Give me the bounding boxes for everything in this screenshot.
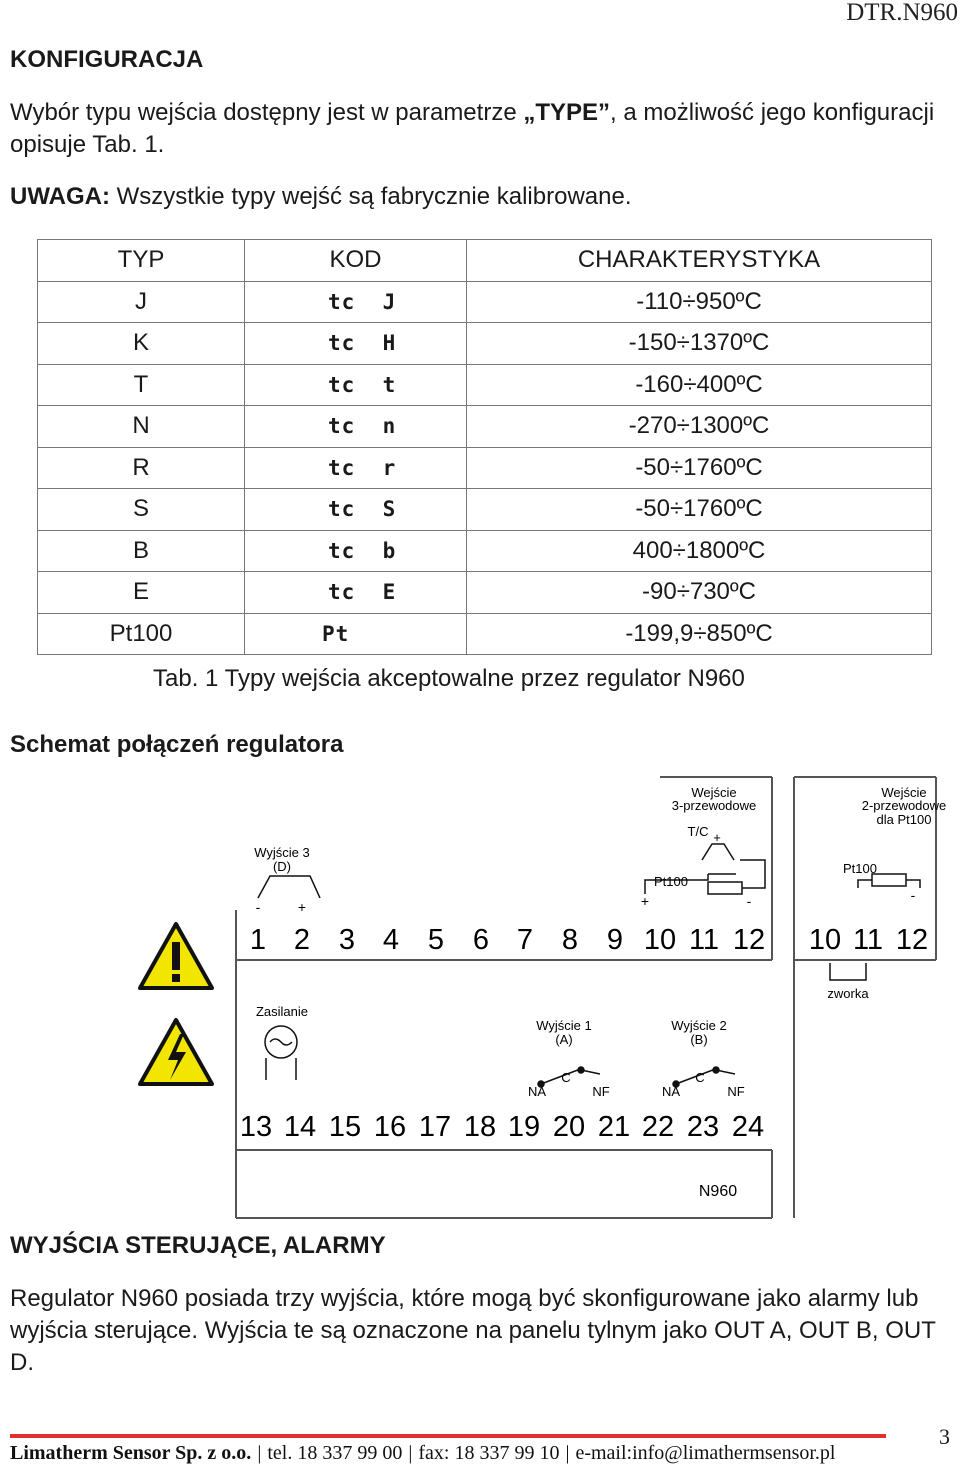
output1-sublabel: (A) xyxy=(555,1032,573,1047)
terminal-10: 10 xyxy=(643,924,677,956)
table-row: J tc J -110÷950ºC xyxy=(38,281,932,323)
page-number: 3 xyxy=(939,1424,950,1449)
table-caption: Tab. 1 Typy wejścia akceptowalne przez regulator N960 xyxy=(153,665,745,692)
terminal-6: 6 xyxy=(472,924,490,956)
terminal-19: 19 xyxy=(507,1111,541,1143)
output2-nf: NF xyxy=(727,1084,745,1099)
terminal-23: 23 xyxy=(686,1111,720,1143)
device-model-label: N960 xyxy=(698,1183,738,1200)
input2-minus: - xyxy=(910,887,916,903)
output3-minus: - xyxy=(255,899,261,915)
tc-plus: + xyxy=(713,830,721,845)
terminal-13: 13 xyxy=(239,1111,273,1143)
output1-label: Wyjście 1 xyxy=(536,1018,592,1033)
output2-label: Wyjście 2 xyxy=(671,1018,727,1033)
terminal-20: 20 xyxy=(552,1111,586,1143)
input2-sublabel2: dla Pt100 xyxy=(876,812,932,827)
intro-paragraph: Wybór typu wejścia dostępny jest w parametrze „TYPE”, a możliwość jego konfiguracji opisuje Tab. 1. xyxy=(10,99,935,158)
table-row: T tc t -160÷400ºC xyxy=(38,364,932,406)
output3-sublabel: (D) xyxy=(272,859,292,874)
table-row: R tc r -50÷1760ºC xyxy=(38,447,932,489)
section-heading-configuration: KONFIGURACJA xyxy=(10,46,204,73)
outputs-paragraph: Regulator N960 posiada trzy wyjścia, które mogą być skonfigurowane jako alarmy lub wyjścia sterujące. Wyjścia te są oznaczone na panelu tylnym jako OUT A, OUT B, OUT D. xyxy=(10,1285,936,1376)
input3-label: Wejście xyxy=(691,785,737,800)
terminal-8: 8 xyxy=(561,924,579,956)
terminal-14: 14 xyxy=(283,1111,317,1143)
footer-contact: Limatherm Sensor Sp. z o.o. | tel. 18 337 99 00 | fax: 18 337 99 10 | e-mail:info@limathermsensor.pl xyxy=(10,1442,836,1464)
segment-code: tc S xyxy=(328,497,397,522)
high-voltage-icon xyxy=(140,1020,212,1084)
segment-code: Pt xyxy=(322,621,350,646)
pt100-3wire-label: Pt100 xyxy=(654,874,688,889)
footer-rule xyxy=(10,1434,886,1438)
input2-sublabel: 2-przewodowe xyxy=(861,798,947,813)
section-heading-outputs: WYJŚCIA STERUJĄCE, ALARMY xyxy=(10,1232,386,1259)
terminal-4: 4 xyxy=(382,924,400,956)
pt100-2wire-label: Pt100 xyxy=(843,861,877,876)
table-row: Pt100 Pt -199,9÷850ºC xyxy=(38,613,932,655)
header-typ: TYP xyxy=(38,240,245,282)
power-supply-label: Zasilanie xyxy=(255,1004,309,1019)
header-characteristic: CHARAKTERYSTYKA xyxy=(467,240,932,282)
aux-terminal-11: 11 xyxy=(852,924,884,956)
segment-code: tc J xyxy=(328,289,397,314)
terminal-17: 17 xyxy=(418,1111,452,1143)
segment-code: tc H xyxy=(328,331,397,356)
table-row: S tc S -50÷1760ºC xyxy=(38,489,932,531)
terminal-2: 2 xyxy=(293,924,311,956)
terminal-21: 21 xyxy=(597,1111,631,1143)
terminal-18: 18 xyxy=(463,1111,497,1143)
wiring-diagram xyxy=(0,770,960,1230)
section-heading-wiring: Schemat połączeń regulatora xyxy=(10,731,344,758)
terminal-15: 15 xyxy=(328,1111,362,1143)
segment-code: tc r xyxy=(328,455,397,480)
thermocouple-label: T/C xyxy=(687,824,709,839)
segment-code: tc b xyxy=(328,538,397,563)
output1-nf: NF xyxy=(592,1084,610,1099)
footer-email[interactable]: e-mail:info@limathermsensor.pl xyxy=(575,1442,836,1464)
segment-code: tc E xyxy=(328,580,397,605)
table-row: N tc n -270÷1300ºC xyxy=(38,406,932,448)
output2-sublabel: (B) xyxy=(690,1032,708,1047)
terminal-3: 3 xyxy=(338,924,356,956)
segment-code: tc t xyxy=(328,372,397,397)
aux-terminal-10: 10 xyxy=(808,924,842,956)
company-name: Limatherm Sensor Sp. z o.o. xyxy=(10,1442,252,1464)
output2-c: C xyxy=(695,1070,705,1085)
document-code: DTR.N960 xyxy=(846,0,958,26)
table-header-row xyxy=(38,240,932,282)
jumper-label: zworka xyxy=(827,986,869,1001)
output2-na: NA xyxy=(661,1084,681,1099)
terminal-11: 11 xyxy=(688,924,720,956)
warning-triangle-icon xyxy=(140,924,212,988)
table-row: B tc b 400÷1800ºC xyxy=(38,530,932,572)
terminal-22: 22 xyxy=(641,1111,675,1143)
terminal-16: 16 xyxy=(373,1111,407,1143)
input3-plus: + xyxy=(640,893,650,909)
input3-minus: - xyxy=(746,893,752,909)
input3-sublabel: 3-przewodowe xyxy=(671,798,757,813)
table-row: K tc H -150÷1370ºC xyxy=(38,323,932,365)
warning-note: UWAGA: Wszystkie typy wejść są fabrycznie kalibrowane. xyxy=(10,183,632,210)
input-types-table xyxy=(37,239,932,655)
output3-plus: + xyxy=(297,899,307,915)
output1-c: C xyxy=(561,1070,571,1085)
terminal-12: 12 xyxy=(732,924,766,956)
footer-fax: fax: 18 337 99 10 xyxy=(418,1442,560,1464)
output1-na: NA xyxy=(527,1084,547,1099)
segment-code: tc n xyxy=(328,414,397,439)
footer-phone: tel. 18 337 99 00 xyxy=(267,1442,403,1464)
terminal-7: 7 xyxy=(516,924,534,956)
header-kod: KOD xyxy=(245,240,467,282)
table-row: E tc E -90÷730ºC xyxy=(38,572,932,614)
output3-label: Wyjście 3 xyxy=(254,845,310,860)
terminal-9: 9 xyxy=(606,924,624,956)
terminal-24: 24 xyxy=(731,1111,765,1143)
aux-terminal-12: 12 xyxy=(895,924,929,956)
input2-label: Wejście xyxy=(881,785,927,800)
terminal-5: 5 xyxy=(427,924,445,956)
terminal-1: 1 xyxy=(249,924,267,956)
